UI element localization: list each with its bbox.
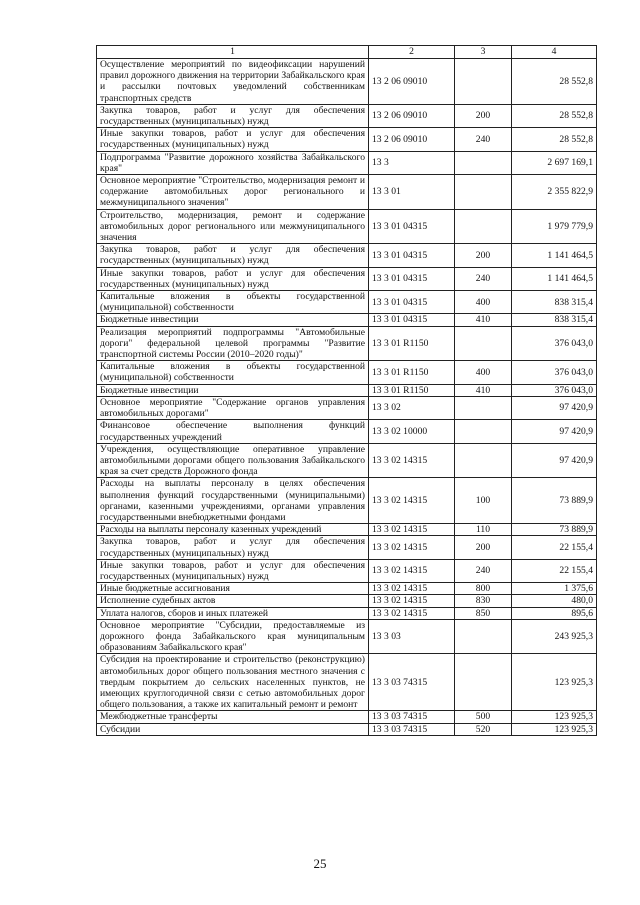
row-expense-type-cell: 110	[455, 524, 512, 536]
table-row	[97, 711, 597, 723]
row-name-cell: Межбюджетные трансферты	[97, 711, 369, 723]
row-expense-type-cell	[455, 619, 512, 654]
row-amount-cell: 480,0	[512, 595, 597, 607]
table-row	[97, 314, 597, 326]
row-amount-cell: 22 155,4	[512, 559, 597, 582]
row-name-cell: Иные закупки товаров, работ и услуг для обеспечения государственных (муниципальных) нужд	[97, 267, 369, 290]
header-col-4: 4	[512, 46, 597, 59]
table-row	[97, 128, 597, 151]
row-expense-type-cell: 520	[455, 723, 512, 735]
row-code-cell: 13 3 01 R1150	[369, 326, 455, 361]
row-expense-type-cell	[455, 175, 512, 210]
row-name-cell: Бюджетные инвестиции	[97, 314, 369, 326]
row-expense-type-cell: 410	[455, 384, 512, 396]
row-amount-cell: 97 420,9	[512, 443, 597, 478]
row-amount-cell: 28 552,8	[512, 128, 597, 151]
table-row	[97, 478, 597, 524]
row-name-cell: Основное мероприятие "Содержание органов управления автомобильных дорогами"	[97, 396, 369, 419]
table-row	[97, 595, 597, 607]
page-number: 25	[313, 856, 327, 871]
table-row	[97, 583, 597, 595]
row-expense-type-cell	[455, 396, 512, 419]
table-row	[97, 175, 597, 210]
row-amount-cell: 243 925,3	[512, 619, 597, 654]
row-code-cell: 13 3 02 14315	[369, 595, 455, 607]
row-expense-type-cell: 240	[455, 267, 512, 290]
row-name-cell: Расходы на выплаты персоналу в целях обеспечения выполнения функций государственными (муниципальными) органами, казенными учреждениями, органами управления государственными внебюджетными фондами	[97, 478, 369, 524]
row-code-cell: 13 3 02 14315	[369, 443, 455, 478]
row-expense-type-cell	[455, 326, 512, 361]
row-amount-cell: 123 925,3	[512, 711, 597, 723]
row-code-cell: 13 3 01	[369, 175, 455, 210]
row-amount-cell: 28 552,8	[512, 104, 597, 127]
row-expense-type-cell: 830	[455, 595, 512, 607]
table-row	[97, 326, 597, 361]
row-expense-type-cell: 500	[455, 711, 512, 723]
row-expense-type-cell: 850	[455, 607, 512, 619]
row-code-cell: 13 3 01 04315	[369, 244, 455, 267]
row-name-cell: Учреждения, осуществляющие оперативное управление автомобильными дорогами общего пользования Забайкальского края за счет средств Дорожного фонда	[97, 443, 369, 478]
row-amount-cell: 838 315,4	[512, 314, 597, 326]
row-amount-cell: 123 925,3	[512, 723, 597, 735]
row-amount-cell: 97 420,9	[512, 396, 597, 419]
row-expense-type-cell: 100	[455, 478, 512, 524]
row-name-cell: Расходы на выплаты персоналу казенных учреждений	[97, 524, 369, 536]
header-col-3: 3	[455, 46, 512, 59]
row-name-cell: Строительство, модернизация, ремонт и содержание автомобильных дорог регионального или межмуниципального значения	[97, 209, 369, 244]
row-expense-type-cell	[455, 59, 512, 105]
row-name-cell: Осуществление мероприятий по видеофиксации нарушений правил дорожного движения на территории Забайкальского края и рассылки почтовых уведомлений собственникам транспортных средств	[97, 59, 369, 105]
row-amount-cell: 376 043,0	[512, 384, 597, 396]
row-code-cell: 13 3 01 04315	[369, 267, 455, 290]
row-name-cell: Основное мероприятие "Субсидии, предоставляемые из дорожного фонда Забайкальского края муниципальным образованиям Забайкальского края"	[97, 619, 369, 654]
row-name-cell: Капитальные вложения в объекты государственной (муниципальной) собственности	[97, 361, 369, 384]
row-amount-cell: 123 925,3	[512, 654, 597, 711]
table-row	[97, 151, 597, 174]
row-code-cell: 13 2 06 09010	[369, 128, 455, 151]
row-amount-cell: 1 141 464,5	[512, 244, 597, 267]
row-name-cell: Финансовое обеспечение выполнения функций государственных учреждений	[97, 420, 369, 443]
row-expense-type-cell: 200	[455, 244, 512, 267]
row-code-cell: 13 3 02 14315	[369, 559, 455, 582]
row-expense-type-cell	[455, 420, 512, 443]
row-name-cell: Подпрограмма "Развитие дорожного хозяйства Забайкальского края"	[97, 151, 369, 174]
row-amount-cell: 73 889,9	[512, 478, 597, 524]
row-amount-cell: 2 355 822,9	[512, 175, 597, 210]
row-name-cell: Основное мероприятие "Строительство, модернизация ремонт и содержание автомобильных дорог регионального и межмуниципального значения"	[97, 175, 369, 210]
row-name-cell: Уплата налогов, сборов и иных платежей	[97, 607, 369, 619]
row-amount-cell: 73 889,9	[512, 524, 597, 536]
row-amount-cell: 376 043,0	[512, 326, 597, 361]
header-row	[97, 46, 597, 59]
row-code-cell: 13 3 03 74315	[369, 711, 455, 723]
table-row	[97, 559, 597, 582]
table-row	[97, 104, 597, 127]
row-amount-cell: 97 420,9	[512, 420, 597, 443]
row-name-cell: Закупка товаров, работ и услуг для обеспечения государственных (муниципальных) нужд	[97, 104, 369, 127]
table-row	[97, 443, 597, 478]
row-name-cell: Субсидия на проектирование и строительство (реконструкцию) автомобильных дорог общего пользования местного значения с твердым покрытием до сельских населенных пунктов, не имеющих круглогодичной связи с сетью автомобильных дорог общего пользования, а также их капитальный ремонт и ремонт	[97, 654, 369, 711]
row-name-cell: Иные бюджетные ассигнования	[97, 583, 369, 595]
row-name-cell: Субсидии	[97, 723, 369, 735]
row-amount-cell: 1 141 464,5	[512, 267, 597, 290]
row-name-cell: Реализация мероприятий подпрограммы "Автомобильные дороги" федеральной целевой программы "Развитие транспортной системы России (2010–2020 годы)"	[97, 326, 369, 361]
row-expense-type-cell: 400	[455, 291, 512, 314]
row-amount-cell: 376 043,0	[512, 361, 597, 384]
row-code-cell: 13 2 06 09010	[369, 104, 455, 127]
row-expense-type-cell: 240	[455, 128, 512, 151]
header-col-1: 1	[97, 46, 369, 59]
row-code-cell: 13 3 02	[369, 396, 455, 419]
row-expense-type-cell: 200	[455, 104, 512, 127]
row-expense-type-cell: 800	[455, 583, 512, 595]
row-code-cell: 13 2 06 09010	[369, 59, 455, 105]
row-name-cell: Бюджетные инвестиции	[97, 384, 369, 396]
table-row	[97, 420, 597, 443]
table-row	[97, 384, 597, 396]
row-code-cell: 13 3 02 10000	[369, 420, 455, 443]
row-code-cell: 13 3 02 14315	[369, 607, 455, 619]
row-code-cell: 13 3 02 14315	[369, 478, 455, 524]
row-code-cell: 13 3 01 R1150	[369, 384, 455, 396]
row-expense-type-cell: 240	[455, 559, 512, 582]
table-body	[97, 59, 597, 736]
row-amount-cell: 1 979 779,9	[512, 209, 597, 244]
row-code-cell: 13 3 02 14315	[369, 536, 455, 559]
table-row	[97, 723, 597, 735]
row-amount-cell: 22 155,4	[512, 536, 597, 559]
row-expense-type-cell	[455, 443, 512, 478]
row-code-cell: 13 3 01 04315	[369, 209, 455, 244]
row-code-cell: 13 3 01 04315	[369, 314, 455, 326]
row-expense-type-cell	[455, 151, 512, 174]
table-row	[97, 619, 597, 654]
row-expense-type-cell: 200	[455, 536, 512, 559]
row-expense-type-cell: 400	[455, 361, 512, 384]
table-row	[97, 267, 597, 290]
row-code-cell: 13 3 01 04315	[369, 291, 455, 314]
table-row	[97, 654, 597, 711]
row-amount-cell: 28 552,8	[512, 59, 597, 105]
row-code-cell: 13 3 03 74315	[369, 654, 455, 711]
row-expense-type-cell	[455, 209, 512, 244]
row-name-cell: Закупка товаров, работ и услуг для обеспечения государственных (муниципальных) нужд	[97, 536, 369, 559]
row-code-cell: 13 3	[369, 151, 455, 174]
table-row	[97, 396, 597, 419]
row-code-cell: 13 3 02 14315	[369, 583, 455, 595]
row-name-cell: Исполнение судебных актов	[97, 595, 369, 607]
row-code-cell: 13 3 02 14315	[369, 524, 455, 536]
row-amount-cell: 1 375,6	[512, 583, 597, 595]
header-col-2: 2	[369, 46, 455, 59]
row-amount-cell: 2 697 169,1	[512, 151, 597, 174]
table-row	[97, 361, 597, 384]
row-name-cell: Иные закупки товаров, работ и услуг для обеспечения государственных (муниципальных) нужд	[97, 559, 369, 582]
row-expense-type-cell	[455, 654, 512, 711]
table-row	[97, 244, 597, 267]
row-amount-cell: 895,6	[512, 607, 597, 619]
row-name-cell: Закупка товаров, работ и услуг для обеспечения государственных (муниципальных) нужд	[97, 244, 369, 267]
row-name-cell: Иные закупки товаров, работ и услуг для обеспечения государственных (муниципальных) нужд	[97, 128, 369, 151]
table-row	[97, 291, 597, 314]
table-row	[97, 607, 597, 619]
row-code-cell: 13 3 03 74315	[369, 723, 455, 735]
row-amount-cell: 838 315,4	[512, 291, 597, 314]
row-code-cell: 13 3 01 R1150	[369, 361, 455, 384]
table-row	[97, 59, 597, 105]
table-row	[97, 536, 597, 559]
row-code-cell: 13 3 03	[369, 619, 455, 654]
row-name-cell: Капитальные вложения в объекты государственной (муниципальной) собственности	[97, 291, 369, 314]
budget-table	[96, 45, 597, 736]
row-expense-type-cell: 410	[455, 314, 512, 326]
table-row	[97, 209, 597, 244]
table-row	[97, 524, 597, 536]
